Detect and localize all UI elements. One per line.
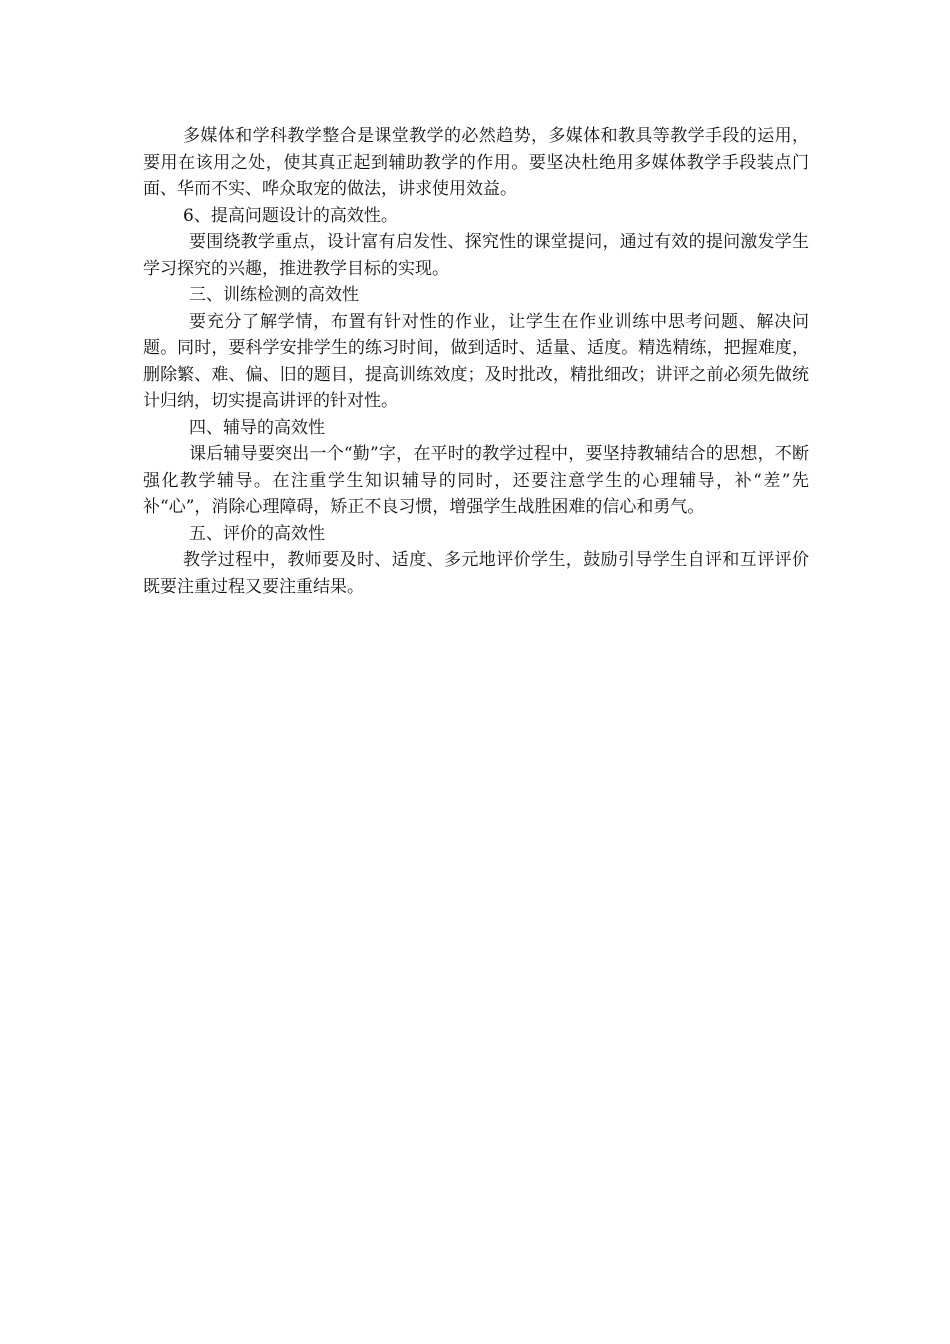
- paragraph-evaluation: 教学过程中，教师要及时、适度、多元地评价学生，鼓励引导学生自评和互评评价既要注重过程又要注重结果。: [143, 550, 809, 597]
- heading-tutoring: 四、辅导的高效性: [189, 417, 325, 438]
- heading-evaluation: 五、评价的高效性: [189, 523, 325, 544]
- paragraph-training: 要充分了解学情，布置有针对性的作业，让学生在作业训练中思考问题、解决问题。同时，要科学安排学生的练习时间，做到适时、适量、适度。精选精练，把握难度，删除繁、难、偏、旧的题目，提高训练效度；及时批改，精批细改；讲评之前必须先做统计归纳，切实提高讲评的针对性。: [143, 311, 809, 411]
- paragraph-multimedia: 多媒体和学科教学整合是课堂教学的必然趋势，多媒体和教具等教学手段的运用，要用在该用之处，使其真正起到辅助教学的作用。要坚决杜绝用多媒体教学手段装点门面、华而不实、哗众取宠的做法，讲求使用效益。: [143, 126, 809, 199]
- heading-question-design: 6、提高问题设计的高效性。: [183, 205, 398, 226]
- paragraph-question-design: 要围绕教学重点，设计富有启发性、探究性的课堂提问，通过有效的提问激发学生学习探究的兴趣，推进教学目标的实现。: [143, 232, 809, 279]
- document-body: [143, 123, 809, 600]
- heading-training: 三、训练检测的高效性: [189, 285, 359, 305]
- paragraph-tutoring: 课后辅导要突出一个“勤”字，在平时的教学过程中，要坚持教辅结合的思想，不断强化教学辅导。在注重学生知识辅导的同时，还要注意学生的心理辅导，补“差”先补“心”，消除心理障碍，矫正不良习惯，增强学生战胜困难的信心和勇气。: [143, 444, 809, 517]
